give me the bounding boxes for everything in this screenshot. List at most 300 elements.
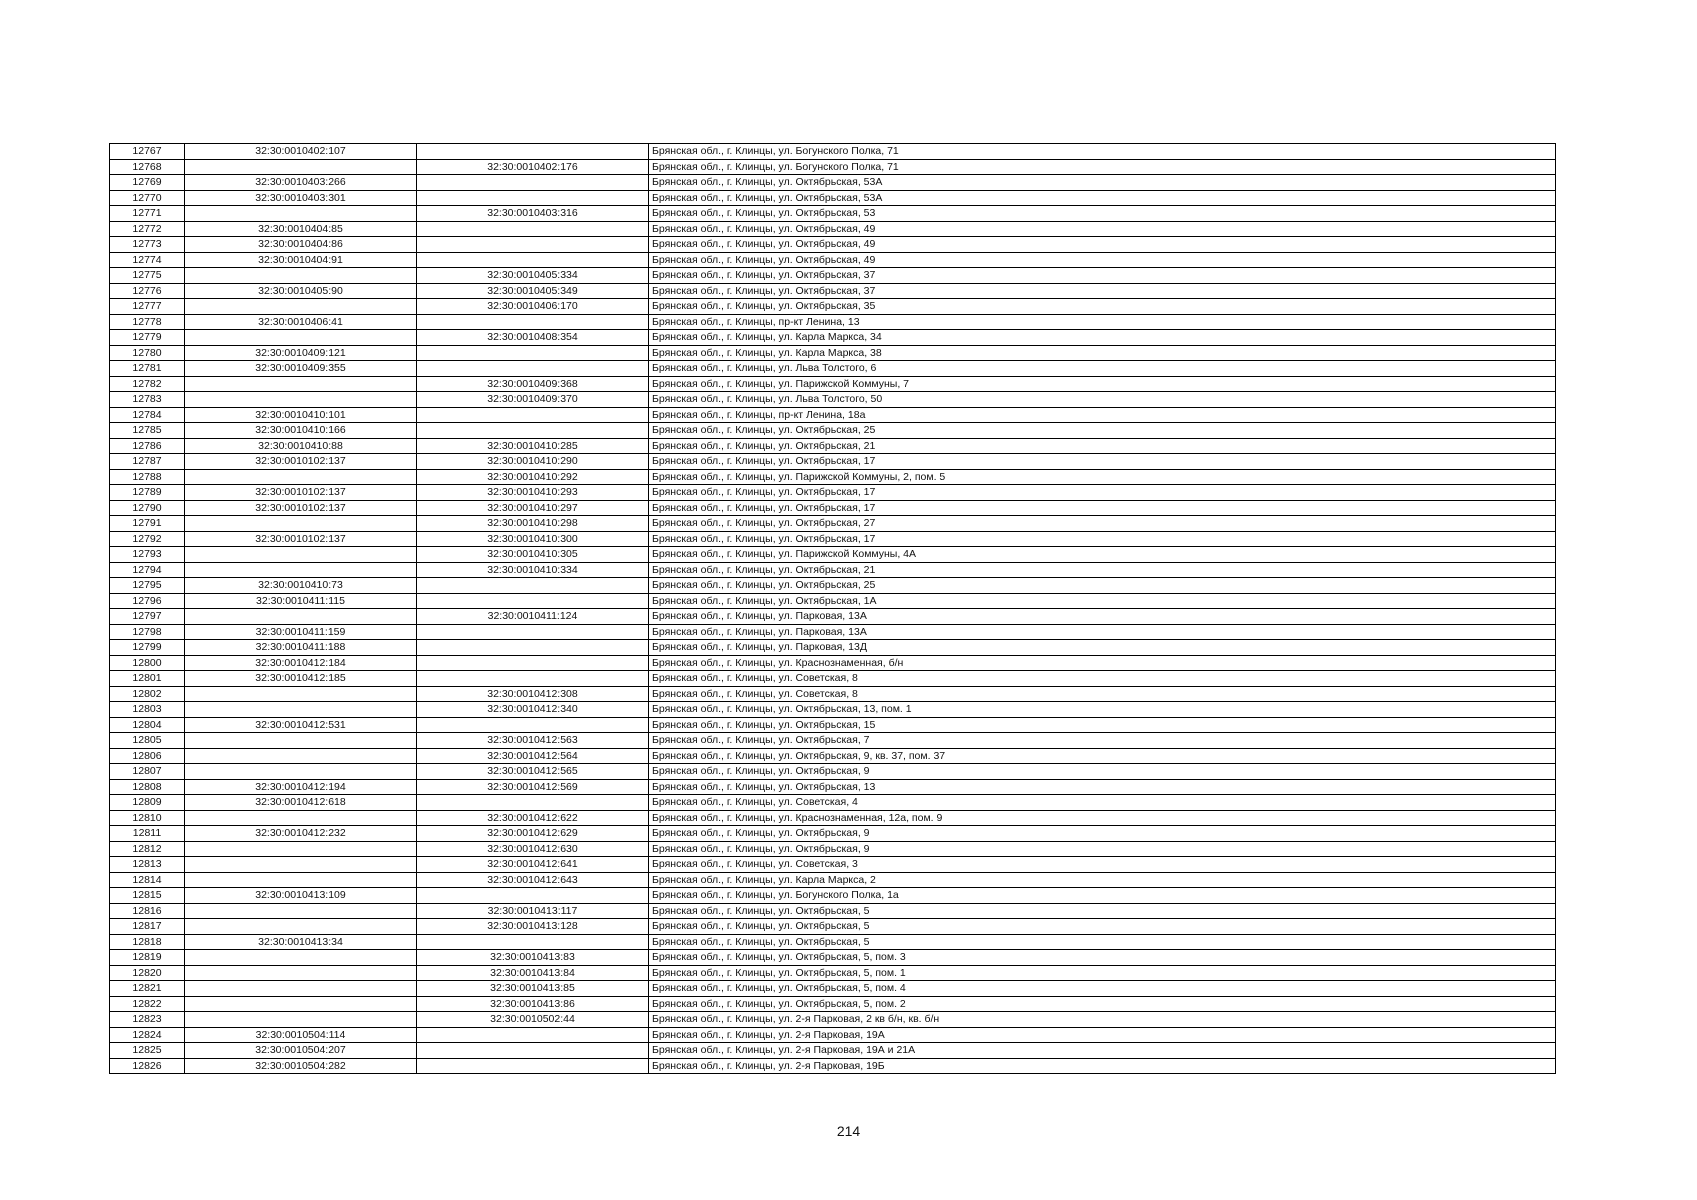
address-cell: Брянская обл., г. Клинцы, ул. Октябрьская, 35 bbox=[649, 299, 1556, 315]
building-number-cell: 32:30:0010412:565 bbox=[417, 764, 649, 780]
address-cell: Брянская обл., г. Клинцы, ул. Октябрьская, 53А bbox=[649, 190, 1556, 206]
address-cell: Брянская обл., г. Клинцы, ул. Октябрьская, 17 bbox=[649, 454, 1556, 470]
table-row bbox=[110, 717, 1556, 733]
table-row bbox=[110, 547, 1556, 563]
row-number-cell: 12813 bbox=[110, 857, 185, 873]
page-number: 214 bbox=[836, 1123, 861, 1139]
address-cell: Брянская обл., г. Клинцы, ул. Октябрьская, 25 bbox=[649, 423, 1556, 439]
row-number-cell: 12798 bbox=[110, 624, 185, 640]
parcel-number-cell bbox=[185, 268, 417, 284]
parcel-number-cell bbox=[185, 857, 417, 873]
table-row bbox=[110, 485, 1556, 501]
address-cell: Брянская обл., г. Клинцы, ул. 2-я Парковая, 2 кв б/н, кв. б/н bbox=[649, 1012, 1556, 1028]
row-number-cell: 12824 bbox=[110, 1027, 185, 1043]
table-row bbox=[110, 996, 1556, 1012]
row-number-cell: 12799 bbox=[110, 640, 185, 656]
building-number-cell bbox=[417, 144, 649, 160]
building-number-cell: 32:30:0010410:297 bbox=[417, 500, 649, 516]
address-cell: Брянская обл., г. Клинцы, ул. Октябрьская, 17 bbox=[649, 485, 1556, 501]
building-number-cell bbox=[417, 221, 649, 237]
row-number-cell: 12823 bbox=[110, 1012, 185, 1028]
address-cell: Брянская обл., г. Клинцы, ул. Октябрьская, 49 bbox=[649, 252, 1556, 268]
building-number-cell: 32:30:0010412:569 bbox=[417, 779, 649, 795]
parcel-number-cell: 32:30:0010412:232 bbox=[185, 826, 417, 842]
row-number-cell: 12778 bbox=[110, 314, 185, 330]
parcel-number-cell: 32:30:0010411:159 bbox=[185, 624, 417, 640]
table-row bbox=[110, 500, 1556, 516]
address-cell: Брянская обл., г. Клинцы, ул. Октябрьская, 5 bbox=[649, 903, 1556, 919]
parcel-number-cell: 32:30:0010404:86 bbox=[185, 237, 417, 253]
parcel-number-cell: 32:30:0010413:34 bbox=[185, 934, 417, 950]
row-number-cell: 12777 bbox=[110, 299, 185, 315]
table-row bbox=[110, 376, 1556, 392]
table-row bbox=[110, 810, 1556, 826]
table-row bbox=[110, 252, 1556, 268]
row-number-cell: 12791 bbox=[110, 516, 185, 532]
parcel-number-cell: 32:30:0010410:166 bbox=[185, 423, 417, 439]
address-cell: Брянская обл., г. Клинцы, ул. Октябрьская, 5 bbox=[649, 919, 1556, 935]
building-number-cell bbox=[417, 593, 649, 609]
row-number-cell: 12783 bbox=[110, 392, 185, 408]
parcel-number-cell: 32:30:0010504:114 bbox=[185, 1027, 417, 1043]
row-number-cell: 12789 bbox=[110, 485, 185, 501]
address-cell: Брянская обл., г. Клинцы, ул. Октябрьская, 5, пом. 2 bbox=[649, 996, 1556, 1012]
table-row bbox=[110, 361, 1556, 377]
building-number-cell bbox=[417, 423, 649, 439]
table-row bbox=[110, 593, 1556, 609]
address-cell: Брянская обл., г. Клинцы, ул. Октябрьская, 9 bbox=[649, 764, 1556, 780]
building-number-cell: 32:30:0010413:86 bbox=[417, 996, 649, 1012]
address-cell: Брянская обл., г. Клинцы, ул. Богунского Полка, 1а bbox=[649, 888, 1556, 904]
address-cell: Брянская обл., г. Клинцы, ул. 2-я Парковая, 19Б bbox=[649, 1058, 1556, 1074]
table-row bbox=[110, 671, 1556, 687]
building-number-cell: 32:30:0010410:334 bbox=[417, 562, 649, 578]
table-row bbox=[110, 407, 1556, 423]
row-number-cell: 12809 bbox=[110, 795, 185, 811]
row-number-cell: 12816 bbox=[110, 903, 185, 919]
table-row bbox=[110, 237, 1556, 253]
building-number-cell bbox=[417, 1058, 649, 1074]
building-number-cell: 32:30:0010412:340 bbox=[417, 702, 649, 718]
row-number-cell: 12815 bbox=[110, 888, 185, 904]
table-row bbox=[110, 841, 1556, 857]
row-number-cell: 12784 bbox=[110, 407, 185, 423]
parcel-number-cell: 32:30:0010411:188 bbox=[185, 640, 417, 656]
building-number-cell: 32:30:0010405:349 bbox=[417, 283, 649, 299]
address-cell: Брянская обл., г. Клинцы, ул. 2-я Парковая, 19А bbox=[649, 1027, 1556, 1043]
parcel-number-cell bbox=[185, 733, 417, 749]
table-row bbox=[110, 423, 1556, 439]
row-number-cell: 12801 bbox=[110, 671, 185, 687]
building-number-cell: 32:30:0010409:368 bbox=[417, 376, 649, 392]
parcel-number-cell bbox=[185, 562, 417, 578]
parcel-number-cell bbox=[185, 1012, 417, 1028]
building-number-cell: 32:30:0010410:285 bbox=[417, 438, 649, 454]
parcel-number-cell bbox=[185, 159, 417, 175]
address-cell: Брянская обл., г. Клинцы, ул. Октябрьская, 13, пом. 1 bbox=[649, 702, 1556, 718]
table-row bbox=[110, 1043, 1556, 1059]
address-cell: Брянская обл., г. Клинцы, ул. Октябрьская, 37 bbox=[649, 268, 1556, 284]
row-number-cell: 12817 bbox=[110, 919, 185, 935]
row-number-cell: 12810 bbox=[110, 810, 185, 826]
building-number-cell: 32:30:0010406:170 bbox=[417, 299, 649, 315]
table-body bbox=[110, 144, 1556, 1074]
row-number-cell: 12775 bbox=[110, 268, 185, 284]
building-number-cell: 32:30:0010410:305 bbox=[417, 547, 649, 563]
parcel-number-cell: 32:30:0010404:85 bbox=[185, 221, 417, 237]
table-row bbox=[110, 469, 1556, 485]
building-number-cell bbox=[417, 934, 649, 950]
table-row bbox=[110, 655, 1556, 671]
parcel-number-cell: 32:30:0010411:115 bbox=[185, 593, 417, 609]
parcel-number-cell bbox=[185, 810, 417, 826]
address-cell: Брянская обл., г. Клинцы, ул. Октябрьская, 21 bbox=[649, 562, 1556, 578]
table-row bbox=[110, 640, 1556, 656]
table-row bbox=[110, 686, 1556, 702]
address-cell: Брянская обл., г. Клинцы, ул. Советская, 8 bbox=[649, 671, 1556, 687]
address-cell: Брянская обл., г. Клинцы, ул. Октябрьская, 49 bbox=[649, 237, 1556, 253]
address-cell: Брянская обл., г. Клинцы, ул. Октябрьская, 7 bbox=[649, 733, 1556, 749]
parcel-number-cell: 32:30:0010102:137 bbox=[185, 454, 417, 470]
building-number-cell: 32:30:0010408:354 bbox=[417, 330, 649, 346]
building-number-cell: 32:30:0010412:630 bbox=[417, 841, 649, 857]
address-cell: Брянская обл., г. Клинцы, ул. Октябрьская, 17 bbox=[649, 531, 1556, 547]
row-number-cell: 12779 bbox=[110, 330, 185, 346]
row-number-cell: 12808 bbox=[110, 779, 185, 795]
address-cell: Брянская обл., г. Клинцы, ул. Октябрьская, 25 bbox=[649, 578, 1556, 594]
parcel-number-cell bbox=[185, 764, 417, 780]
table-row bbox=[110, 531, 1556, 547]
parcel-number-cell: 32:30:0010410:73 bbox=[185, 578, 417, 594]
address-cell: Брянская обл., г. Клинцы, ул. Краснознаменная, б/н bbox=[649, 655, 1556, 671]
parcel-number-cell: 32:30:0010403:301 bbox=[185, 190, 417, 206]
address-cell: Брянская обл., г. Клинцы, пр-кт Ленина, 18а bbox=[649, 407, 1556, 423]
address-cell: Брянская обл., г. Клинцы, ул. Советская, 4 bbox=[649, 795, 1556, 811]
parcel-number-cell: 32:30:0010504:207 bbox=[185, 1043, 417, 1059]
address-cell: Брянская обл., г. Клинцы, ул. Льва Толстого, 6 bbox=[649, 361, 1556, 377]
address-cell: Брянская обл., г. Клинцы, ул. Карла Маркса, 38 bbox=[649, 345, 1556, 361]
table-row bbox=[110, 733, 1556, 749]
parcel-number-cell: 32:30:0010410:101 bbox=[185, 407, 417, 423]
address-cell: Брянская обл., г. Клинцы, ул. Октябрьская, 1А bbox=[649, 593, 1556, 609]
address-cell: Брянская обл., г. Клинцы, ул. Октябрьская, 5, пом. 4 bbox=[649, 981, 1556, 997]
table-row bbox=[110, 175, 1556, 191]
address-cell: Брянская обл., г. Клинцы, ул. Парковая, 13А bbox=[649, 624, 1556, 640]
parcel-number-cell: 32:30:0010504:282 bbox=[185, 1058, 417, 1074]
building-number-cell bbox=[417, 314, 649, 330]
parcel-number-cell bbox=[185, 919, 417, 935]
table-row bbox=[110, 1012, 1556, 1028]
address-cell: Брянская обл., г. Клинцы, ул. Октябрьская, 53А bbox=[649, 175, 1556, 191]
row-number-cell: 12768 bbox=[110, 159, 185, 175]
row-number-cell: 12773 bbox=[110, 237, 185, 253]
table-row bbox=[110, 144, 1556, 160]
row-number-cell: 12790 bbox=[110, 500, 185, 516]
building-number-cell: 32:30:0010412:643 bbox=[417, 872, 649, 888]
row-number-cell: 12822 bbox=[110, 996, 185, 1012]
address-cell: Брянская обл., г. Клинцы, ул. Октябрьская, 53 bbox=[649, 206, 1556, 222]
building-number-cell bbox=[417, 407, 649, 423]
table-row bbox=[110, 779, 1556, 795]
table-row bbox=[110, 888, 1556, 904]
parcel-number-cell bbox=[185, 376, 417, 392]
table-row bbox=[110, 314, 1556, 330]
address-cell: Брянская обл., г. Клинцы, ул. Советская, 3 bbox=[649, 857, 1556, 873]
address-cell: Брянская обл., г. Клинцы, ул. Парижской Коммуны, 7 bbox=[649, 376, 1556, 392]
table-row bbox=[110, 872, 1556, 888]
table-row bbox=[110, 903, 1556, 919]
building-number-cell: 32:30:0010412:641 bbox=[417, 857, 649, 873]
building-number-cell bbox=[417, 578, 649, 594]
row-number-cell: 12812 bbox=[110, 841, 185, 857]
building-number-cell: 32:30:0010413:85 bbox=[417, 981, 649, 997]
building-number-cell: 32:30:0010412:563 bbox=[417, 733, 649, 749]
parcel-number-cell: 32:30:0010412:185 bbox=[185, 671, 417, 687]
building-number-cell bbox=[417, 1043, 649, 1059]
table-row bbox=[110, 624, 1556, 640]
building-number-cell: 32:30:0010413:117 bbox=[417, 903, 649, 919]
table-row bbox=[110, 345, 1556, 361]
table-row bbox=[110, 190, 1556, 206]
row-number-cell: 12767 bbox=[110, 144, 185, 160]
building-number-cell: 32:30:0010410:293 bbox=[417, 485, 649, 501]
row-number-cell: 12781 bbox=[110, 361, 185, 377]
parcel-number-cell: 32:30:0010410:88 bbox=[185, 438, 417, 454]
building-number-cell: 32:30:0010502:44 bbox=[417, 1012, 649, 1028]
row-number-cell: 12794 bbox=[110, 562, 185, 578]
building-number-cell bbox=[417, 175, 649, 191]
parcel-number-cell bbox=[185, 686, 417, 702]
building-number-cell bbox=[417, 1027, 649, 1043]
parcel-number-cell: 32:30:0010412:618 bbox=[185, 795, 417, 811]
table-row bbox=[110, 919, 1556, 935]
parcel-number-cell: 32:30:0010413:109 bbox=[185, 888, 417, 904]
address-cell: Брянская обл., г. Клинцы, ул. Парижской Коммуны, 4А bbox=[649, 547, 1556, 563]
parcel-number-cell: 32:30:0010412:531 bbox=[185, 717, 417, 733]
table-row bbox=[110, 934, 1556, 950]
parcel-number-cell bbox=[185, 996, 417, 1012]
row-number-cell: 12776 bbox=[110, 283, 185, 299]
address-cell: Брянская обл., г. Клинцы, ул. Богунского Полка, 71 bbox=[649, 144, 1556, 160]
address-cell: Брянская обл., г. Клинцы, ул. Октябрьская, 15 bbox=[649, 717, 1556, 733]
parcel-number-cell bbox=[185, 299, 417, 315]
building-number-cell: 32:30:0010410:292 bbox=[417, 469, 649, 485]
parcel-number-cell: 32:30:0010404:91 bbox=[185, 252, 417, 268]
building-number-cell: 32:30:0010410:298 bbox=[417, 516, 649, 532]
building-number-cell: 32:30:0010411:124 bbox=[417, 609, 649, 625]
address-cell: Брянская обл., г. Клинцы, ул. Октябрьская, 9 bbox=[649, 826, 1556, 842]
table-row bbox=[110, 392, 1556, 408]
table-row bbox=[110, 857, 1556, 873]
row-number-cell: 12819 bbox=[110, 950, 185, 966]
parcel-number-cell: 32:30:0010102:137 bbox=[185, 485, 417, 501]
address-cell: Брянская обл., г. Клинцы, ул. Октябрьская, 49 bbox=[649, 221, 1556, 237]
parcel-number-cell bbox=[185, 903, 417, 919]
building-number-cell bbox=[417, 361, 649, 377]
building-number-cell bbox=[417, 190, 649, 206]
table-row bbox=[110, 454, 1556, 470]
parcel-number-cell: 32:30:0010405:90 bbox=[185, 283, 417, 299]
table-row bbox=[110, 1027, 1556, 1043]
parcel-number-cell bbox=[185, 206, 417, 222]
address-cell: Брянская обл., г. Клинцы, ул. Октябрьская, 5, пом. 1 bbox=[649, 965, 1556, 981]
table-row bbox=[110, 795, 1556, 811]
row-number-cell: 12802 bbox=[110, 686, 185, 702]
table-row bbox=[110, 268, 1556, 284]
building-number-cell bbox=[417, 345, 649, 361]
table-row bbox=[110, 578, 1556, 594]
row-number-cell: 12787 bbox=[110, 454, 185, 470]
row-number-cell: 12796 bbox=[110, 593, 185, 609]
address-cell: Брянская обл., г. Клинцы, ул. Октябрьская, 5, пом. 3 bbox=[649, 950, 1556, 966]
row-number-cell: 12772 bbox=[110, 221, 185, 237]
building-number-cell: 32:30:0010403:316 bbox=[417, 206, 649, 222]
row-number-cell: 12814 bbox=[110, 872, 185, 888]
row-number-cell: 12804 bbox=[110, 717, 185, 733]
address-cell: Брянская обл., г. Клинцы, ул. Карла Маркса, 34 bbox=[649, 330, 1556, 346]
parcel-number-cell bbox=[185, 965, 417, 981]
building-number-cell bbox=[417, 655, 649, 671]
row-number-cell: 12797 bbox=[110, 609, 185, 625]
address-cell: Брянская обл., г. Клинцы, ул. Парковая, 13Д bbox=[649, 640, 1556, 656]
table-row bbox=[110, 702, 1556, 718]
address-cell: Брянская обл., г. Клинцы, ул. Льва Толстого, 50 bbox=[649, 392, 1556, 408]
parcel-number-cell bbox=[185, 872, 417, 888]
row-number-cell: 12780 bbox=[110, 345, 185, 361]
row-number-cell: 12785 bbox=[110, 423, 185, 439]
table-row bbox=[110, 221, 1556, 237]
row-number-cell: 12818 bbox=[110, 934, 185, 950]
parcel-number-cell: 32:30:0010403:266 bbox=[185, 175, 417, 191]
parcel-number-cell: 32:30:0010102:137 bbox=[185, 500, 417, 516]
table-row bbox=[110, 609, 1556, 625]
address-cell: Брянская обл., г. Клинцы, ул. Октябрьская, 13 bbox=[649, 779, 1556, 795]
building-number-cell: 32:30:0010412:308 bbox=[417, 686, 649, 702]
parcel-number-cell: 32:30:0010409:121 bbox=[185, 345, 417, 361]
address-cell: Брянская обл., г. Клинцы, ул. Советская, 8 bbox=[649, 686, 1556, 702]
parcel-number-cell: 32:30:0010402:107 bbox=[185, 144, 417, 160]
address-cell: Брянская обл., г. Клинцы, ул. Парижской Коммуны, 2, пом. 5 bbox=[649, 469, 1556, 485]
row-number-cell: 12805 bbox=[110, 733, 185, 749]
address-cell: Брянская обл., г. Клинцы, ул. Октябрьская, 21 bbox=[649, 438, 1556, 454]
building-number-cell bbox=[417, 795, 649, 811]
row-number-cell: 12795 bbox=[110, 578, 185, 594]
address-cell: Брянская обл., г. Клинцы, ул. Октябрьская, 37 bbox=[649, 283, 1556, 299]
row-number-cell: 12821 bbox=[110, 981, 185, 997]
parcel-number-cell bbox=[185, 330, 417, 346]
row-number-cell: 12800 bbox=[110, 655, 185, 671]
row-number-cell: 12820 bbox=[110, 965, 185, 981]
address-cell: Брянская обл., г. Клинцы, ул. Парковая, 13А bbox=[649, 609, 1556, 625]
row-number-cell: 12825 bbox=[110, 1043, 185, 1059]
table-row bbox=[110, 206, 1556, 222]
table-row bbox=[110, 283, 1556, 299]
parcel-number-cell: 32:30:0010409:355 bbox=[185, 361, 417, 377]
building-number-cell bbox=[417, 624, 649, 640]
table-row bbox=[110, 516, 1556, 532]
building-number-cell: 32:30:0010402:176 bbox=[417, 159, 649, 175]
address-cell: Брянская обл., г. Клинцы, ул. Карла Маркса, 2 bbox=[649, 872, 1556, 888]
parcel-number-cell: 32:30:0010412:194 bbox=[185, 779, 417, 795]
parcel-number-cell: 32:30:0010102:137 bbox=[185, 531, 417, 547]
table-row bbox=[110, 826, 1556, 842]
row-number-cell: 12771 bbox=[110, 206, 185, 222]
parcel-number-cell bbox=[185, 547, 417, 563]
building-number-cell: 32:30:0010410:300 bbox=[417, 531, 649, 547]
row-number-cell: 12803 bbox=[110, 702, 185, 718]
table-row bbox=[110, 159, 1556, 175]
table-row bbox=[110, 562, 1556, 578]
row-number-cell: 12786 bbox=[110, 438, 185, 454]
parcel-number-cell bbox=[185, 841, 417, 857]
row-number-cell: 12806 bbox=[110, 748, 185, 764]
building-number-cell: 32:30:0010413:84 bbox=[417, 965, 649, 981]
building-number-cell: 32:30:0010412:564 bbox=[417, 748, 649, 764]
parcel-number-cell: 32:30:0010412:184 bbox=[185, 655, 417, 671]
building-number-cell bbox=[417, 640, 649, 656]
table-row bbox=[110, 748, 1556, 764]
building-number-cell: 32:30:0010410:290 bbox=[417, 454, 649, 470]
table-row bbox=[110, 330, 1556, 346]
address-cell: Брянская обл., г. Клинцы, ул. Богунского Полка, 71 bbox=[649, 159, 1556, 175]
parcel-number-cell bbox=[185, 702, 417, 718]
row-number-cell: 12826 bbox=[110, 1058, 185, 1074]
row-number-cell: 12782 bbox=[110, 376, 185, 392]
table-row bbox=[110, 764, 1556, 780]
building-number-cell bbox=[417, 888, 649, 904]
building-number-cell: 32:30:0010413:128 bbox=[417, 919, 649, 935]
address-cell: Брянская обл., г. Клинцы, ул. Октябрьская, 9 bbox=[649, 841, 1556, 857]
row-number-cell: 12769 bbox=[110, 175, 185, 191]
address-cell: Брянская обл., г. Клинцы, ул. Октябрьская, 17 bbox=[649, 500, 1556, 516]
address-cell: Брянская обл., г. Клинцы, ул. 2-я Парковая, 19А и 21А bbox=[649, 1043, 1556, 1059]
row-number-cell: 12811 bbox=[110, 826, 185, 842]
row-number-cell: 12807 bbox=[110, 764, 185, 780]
parcel-number-cell bbox=[185, 469, 417, 485]
row-number-cell: 12774 bbox=[110, 252, 185, 268]
building-number-cell: 32:30:0010412:622 bbox=[417, 810, 649, 826]
building-number-cell: 32:30:0010413:83 bbox=[417, 950, 649, 966]
parcel-number-cell bbox=[185, 392, 417, 408]
cadastral-table bbox=[109, 143, 1556, 1074]
table-row bbox=[110, 965, 1556, 981]
parcel-number-cell bbox=[185, 950, 417, 966]
row-number-cell: 12792 bbox=[110, 531, 185, 547]
table-row bbox=[110, 1058, 1556, 1074]
building-number-cell: 32:30:0010409:370 bbox=[417, 392, 649, 408]
table-row bbox=[110, 981, 1556, 997]
address-cell: Брянская обл., г. Клинцы, пр-кт Ленина, 13 bbox=[649, 314, 1556, 330]
parcel-number-cell bbox=[185, 516, 417, 532]
building-number-cell bbox=[417, 237, 649, 253]
building-number-cell bbox=[417, 252, 649, 268]
address-cell: Брянская обл., г. Клинцы, ул. Октябрьская, 27 bbox=[649, 516, 1556, 532]
address-cell: Брянская обл., г. Клинцы, ул. Краснознаменная, 12а, пом. 9 bbox=[649, 810, 1556, 826]
parcel-number-cell bbox=[185, 981, 417, 997]
building-number-cell bbox=[417, 671, 649, 687]
parcel-number-cell: 32:30:0010406:41 bbox=[185, 314, 417, 330]
row-number-cell: 12770 bbox=[110, 190, 185, 206]
parcel-number-cell bbox=[185, 748, 417, 764]
building-number-cell: 32:30:0010405:334 bbox=[417, 268, 649, 284]
address-cell: Брянская обл., г. Клинцы, ул. Октябрьская, 9, кв. 37, пом. 37 bbox=[649, 748, 1556, 764]
building-number-cell bbox=[417, 717, 649, 733]
address-cell: Брянская обл., г. Клинцы, ул. Октябрьская, 5 bbox=[649, 934, 1556, 950]
table-row bbox=[110, 299, 1556, 315]
table-row bbox=[110, 438, 1556, 454]
table-row bbox=[110, 950, 1556, 966]
building-number-cell: 32:30:0010412:629 bbox=[417, 826, 649, 842]
